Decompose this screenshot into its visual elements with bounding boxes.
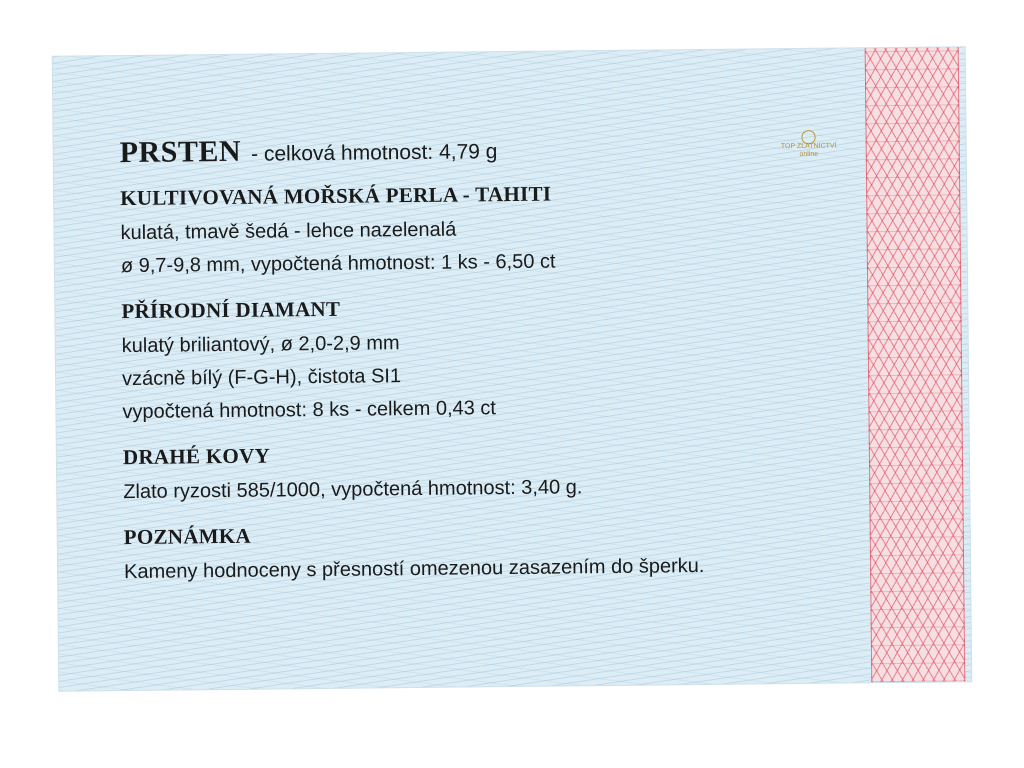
- section-heading: POZNÁMKA: [123, 523, 252, 550]
- ring-icon: ◯: [800, 127, 817, 144]
- total-weight: - celková hmotnost: 4,79 g: [250, 140, 498, 166]
- section-line: vypočtená hmotnost: 8 ks - celkem 0,43 ct: [122, 397, 497, 424]
- section-line: vzácně bílý (F-G-H), čistota SI1: [121, 365, 402, 391]
- section-line: kulatý briliantový, ø 2,0-2,9 mm: [121, 332, 400, 358]
- section-heading: PŘÍRODNÍ DIAMANT: [121, 296, 341, 324]
- section-heading: KULTIVOVANÁ MOŘSKÁ PERLA - TAHITI: [120, 181, 552, 211]
- certificate-card: [53, 47, 972, 691]
- section-note: [124, 517, 885, 589]
- logo-text: TOP ZLATNICTVÍ: [780, 142, 837, 151]
- section-line: kulatá, tmavě šedá - lehce nazelenalá: [120, 218, 457, 245]
- section-line: Zlato ryzosti 585/1000, vypočtená hmotnost: 3,40 g.: [123, 476, 583, 504]
- section-line: ø 9,7-9,8 mm, vypočtená hmotnost: 1 ks - 6,50 ct: [120, 250, 556, 278]
- section-diamond: [121, 291, 882, 429]
- section-heading: DRAHÉ KOVY: [122, 443, 271, 470]
- certificate-title: PRSTEN: [119, 134, 242, 170]
- certificate-content: [120, 128, 885, 589]
- title-line: [120, 128, 880, 170]
- logo-subtext: online: [799, 150, 819, 158]
- section-metals: [123, 437, 884, 509]
- section-line: Kameny hodnoceny s přesností omezenou zasazením do šperku.: [123, 554, 705, 584]
- section-pearl: [120, 178, 881, 283]
